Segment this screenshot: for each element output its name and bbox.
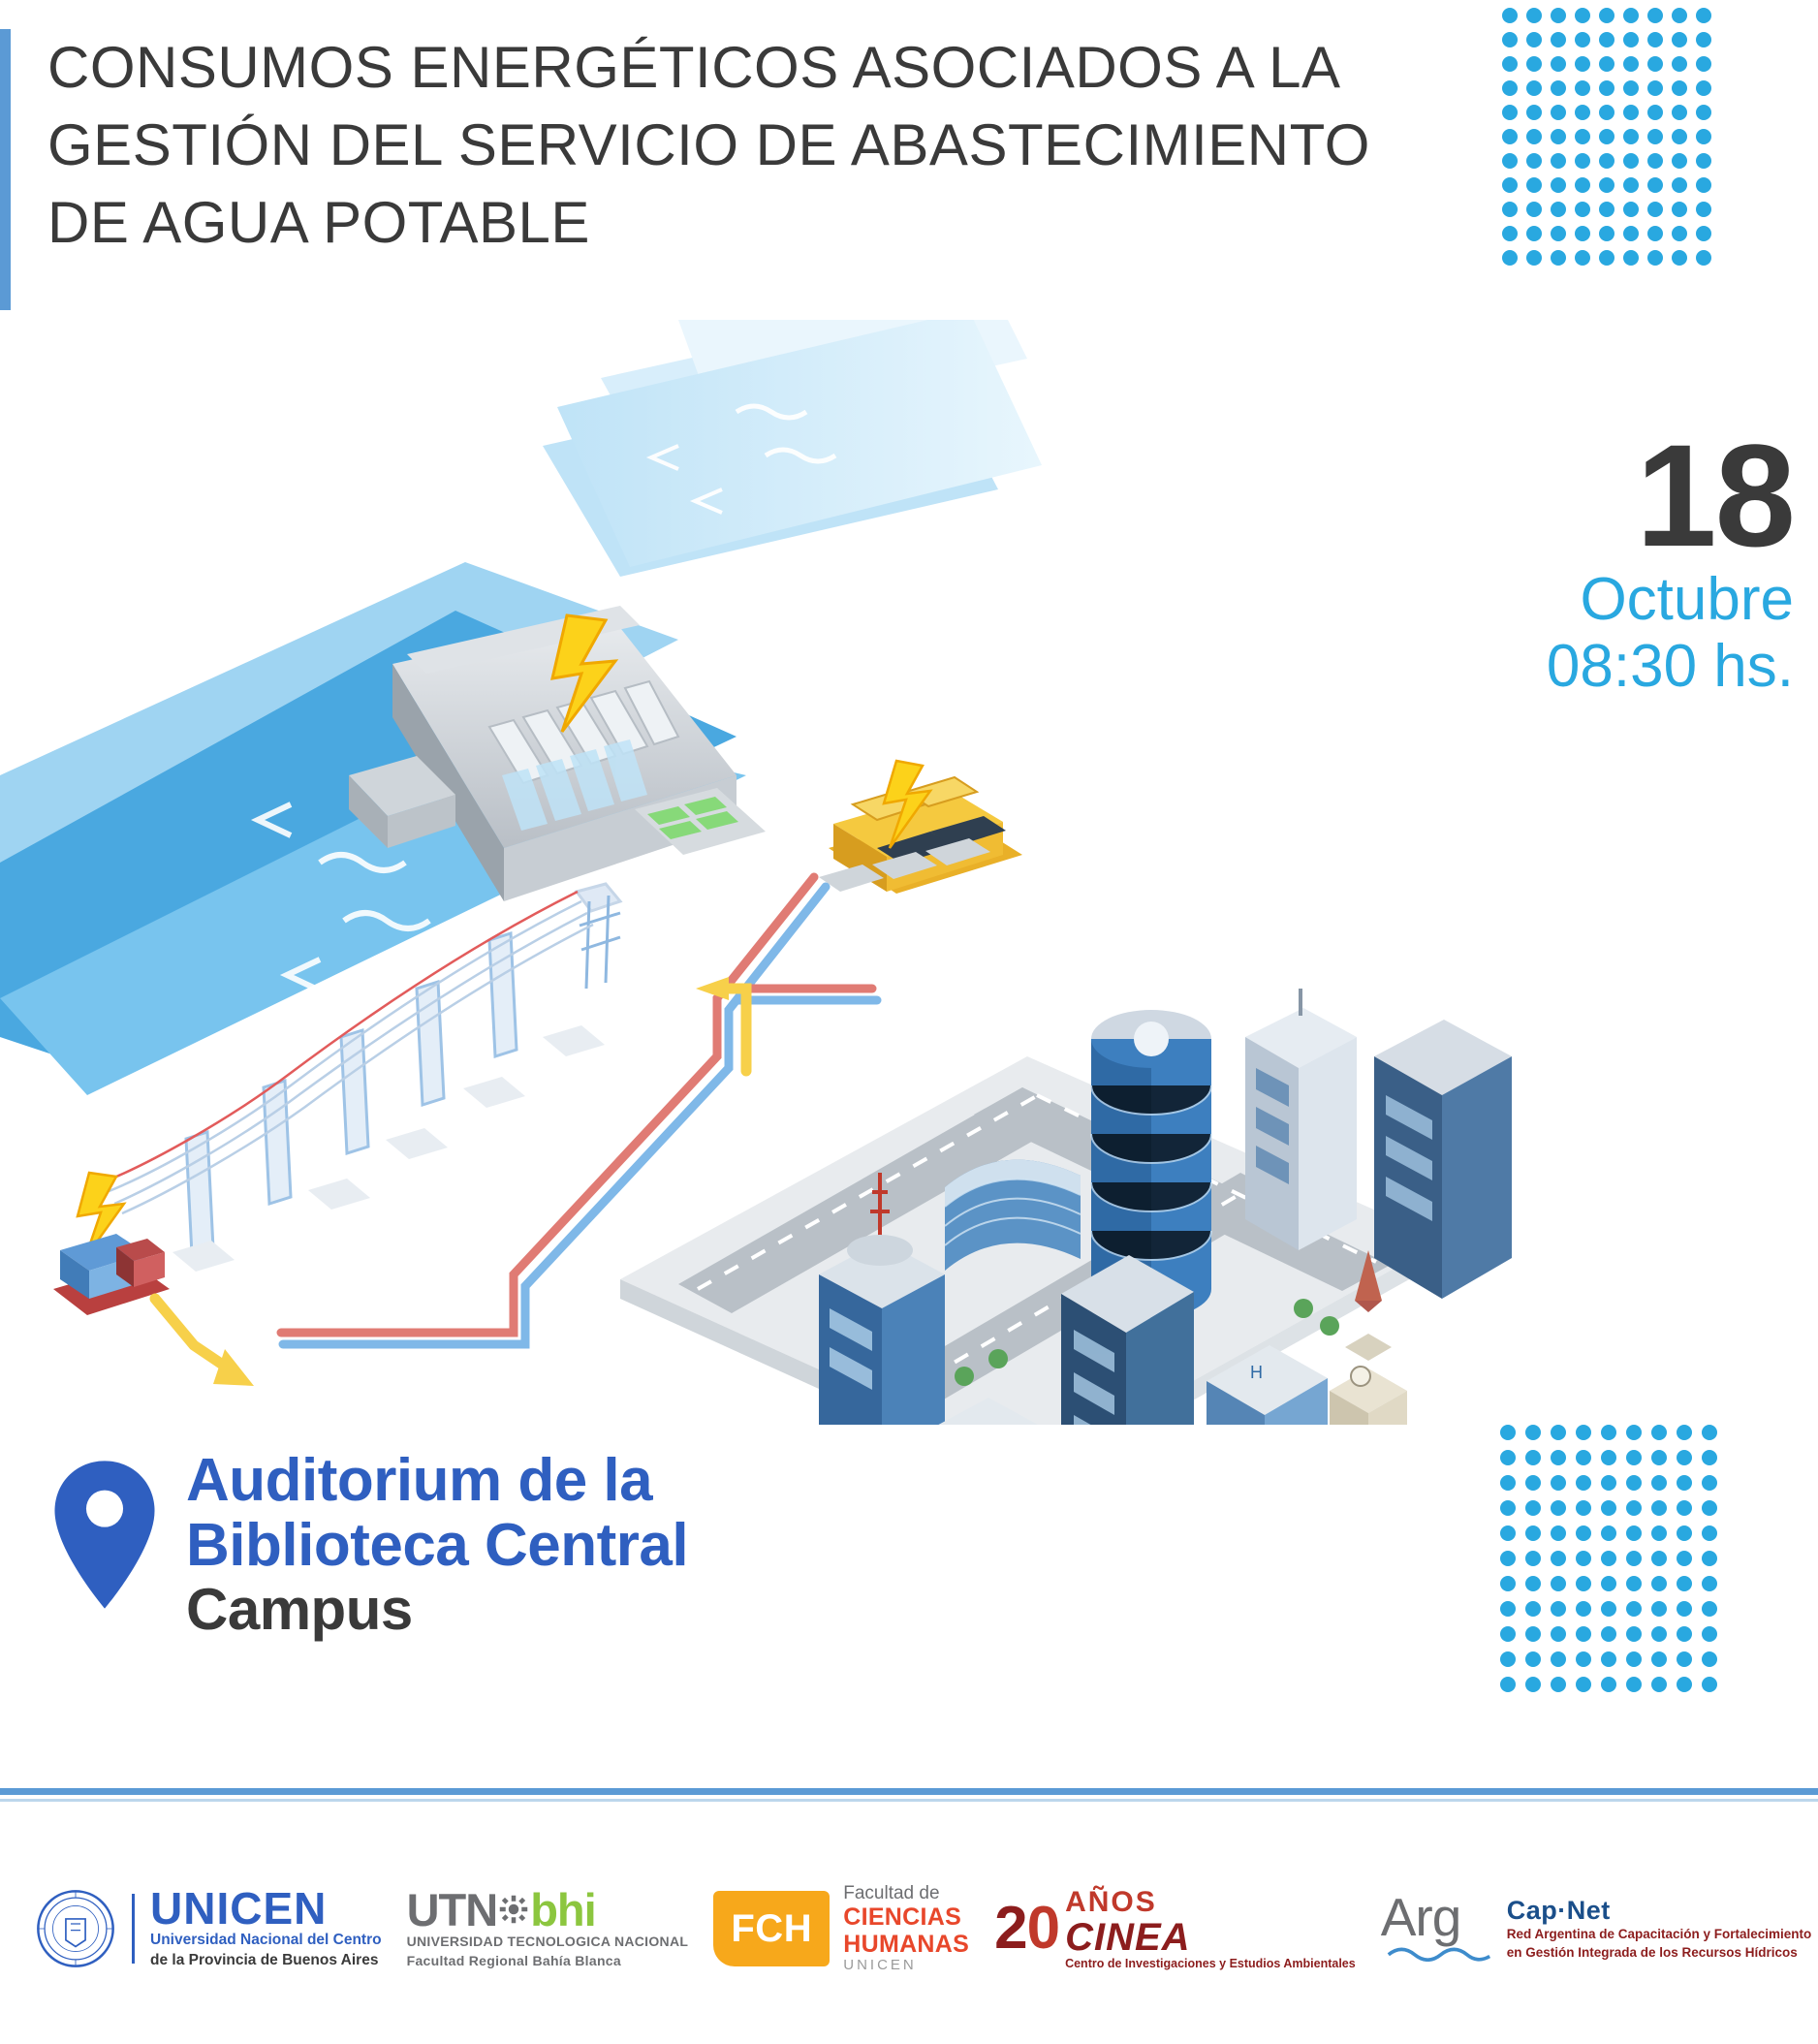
dot xyxy=(1599,226,1614,241)
title-text xyxy=(47,29,1370,261)
dot xyxy=(1599,250,1614,266)
dot xyxy=(1677,1601,1692,1617)
wave-icon xyxy=(1381,1944,1497,1962)
dot xyxy=(1677,1551,1692,1566)
dot xyxy=(1651,1651,1667,1667)
capnet-sub-2: en Gestión Integrada de los Recursos Hídricos xyxy=(1506,1944,1798,1960)
dot xyxy=(1575,202,1590,217)
dot xyxy=(1502,80,1518,96)
dot xyxy=(1551,1525,1566,1541)
dot xyxy=(1702,1450,1717,1465)
dot xyxy=(1502,8,1518,23)
dot xyxy=(1623,105,1639,120)
dot xyxy=(1526,129,1542,144)
title-line-2: GESTIÓN DEL SERVICIO DE ABASTECIMIENTO xyxy=(47,111,1370,177)
dot xyxy=(1626,1601,1642,1617)
dot xyxy=(1500,1551,1516,1566)
dot xyxy=(1551,129,1566,144)
event-month: Octubre xyxy=(1580,565,1794,633)
dot xyxy=(1623,153,1639,169)
dot xyxy=(1647,129,1663,144)
dot xyxy=(1525,1475,1541,1491)
dot xyxy=(1551,153,1566,169)
dot xyxy=(1696,153,1711,169)
dot xyxy=(1500,1576,1516,1591)
dot xyxy=(1575,177,1590,193)
fch-line-2: CIENCIAS xyxy=(843,1903,962,1932)
location-line-1: Auditorium de la xyxy=(186,1447,653,1514)
dot xyxy=(1526,56,1542,72)
dot xyxy=(1575,250,1590,266)
fch-abbr: FCH xyxy=(713,1891,830,1966)
dot xyxy=(1526,226,1542,241)
dot xyxy=(1672,80,1687,96)
dot xyxy=(1702,1677,1717,1692)
dot xyxy=(1677,1626,1692,1642)
map-pin-icon xyxy=(50,1459,159,1616)
dot xyxy=(1551,226,1566,241)
dot xyxy=(1626,1475,1642,1491)
cinea-anos: AÑOS xyxy=(1065,1885,1157,1918)
dot-pattern-top xyxy=(1502,8,1720,274)
dot xyxy=(1651,1475,1667,1491)
dot xyxy=(1500,1475,1516,1491)
dot xyxy=(1576,1677,1591,1692)
capnet-name: Cap·Net xyxy=(1506,1896,1611,1926)
dot xyxy=(1502,32,1518,47)
dot xyxy=(1502,56,1518,72)
dot xyxy=(1525,1450,1541,1465)
dot xyxy=(1525,1651,1541,1667)
dot xyxy=(1576,1651,1591,1667)
dot xyxy=(1525,1525,1541,1541)
dot xyxy=(1623,129,1639,144)
dot xyxy=(1551,1551,1566,1566)
dot xyxy=(1672,56,1687,72)
dot xyxy=(1651,1525,1667,1541)
dot xyxy=(1500,1525,1516,1541)
dot xyxy=(1696,250,1711,266)
dot xyxy=(1601,1677,1616,1692)
dot xyxy=(1677,1425,1692,1440)
dot xyxy=(1525,1551,1541,1566)
dot xyxy=(1575,153,1590,169)
dot xyxy=(1647,105,1663,120)
dot xyxy=(1677,1500,1692,1516)
dot xyxy=(1502,153,1518,169)
logo-fch xyxy=(713,1883,969,1974)
transmission-towers xyxy=(577,884,620,989)
dot xyxy=(1599,56,1614,72)
dot xyxy=(1651,1576,1667,1591)
dot xyxy=(1526,177,1542,193)
dot xyxy=(1526,105,1542,120)
unicen-sub-2: de la Provincia de Buenos Aires xyxy=(150,1952,379,1968)
event-location xyxy=(50,1449,688,1642)
dot xyxy=(1647,177,1663,193)
dot xyxy=(1702,1500,1717,1516)
dot xyxy=(1500,1677,1516,1692)
dot xyxy=(1525,1626,1541,1642)
dot xyxy=(1601,1626,1616,1642)
dot xyxy=(1623,250,1639,266)
dot xyxy=(1626,1576,1642,1591)
dot xyxy=(1672,250,1687,266)
dot xyxy=(1576,1626,1591,1642)
dot xyxy=(1651,1450,1667,1465)
dot xyxy=(1696,32,1711,47)
dot xyxy=(1551,1475,1566,1491)
dot xyxy=(1677,1450,1692,1465)
dot xyxy=(1651,1677,1667,1692)
dot xyxy=(1599,177,1614,193)
dot xyxy=(1647,80,1663,96)
dot xyxy=(1500,1425,1516,1440)
dot xyxy=(1696,80,1711,96)
fch-line-1: Facultad de xyxy=(843,1882,940,1903)
dot xyxy=(1677,1525,1692,1541)
dot xyxy=(1702,1525,1717,1541)
tower-bases xyxy=(172,1025,605,1272)
dot xyxy=(1500,1651,1516,1667)
unicen-seal-icon xyxy=(35,1888,116,1969)
dot xyxy=(1599,129,1614,144)
dot xyxy=(1576,1551,1591,1566)
arg-name: Arg xyxy=(1380,1887,1461,1947)
dot xyxy=(1576,1601,1591,1617)
dot xyxy=(1526,153,1542,169)
dot xyxy=(1551,32,1566,47)
page-title xyxy=(0,29,1492,310)
dot xyxy=(1500,1450,1516,1465)
dot xyxy=(1672,129,1687,144)
dot xyxy=(1502,250,1518,266)
cinea-num-2: 2 xyxy=(994,1895,1027,1962)
dot xyxy=(1626,1551,1642,1566)
dot xyxy=(1702,1425,1717,1440)
dot xyxy=(1575,105,1590,120)
dot xyxy=(1576,1450,1591,1465)
dot xyxy=(1576,1475,1591,1491)
footer-divider-light xyxy=(0,1799,1818,1802)
dot xyxy=(1551,1601,1566,1617)
dot xyxy=(1551,1425,1566,1440)
title-line-1: CONSUMOS ENERGÉTICOS ASOCIADOS A LA xyxy=(47,35,1341,100)
dot xyxy=(1626,1500,1642,1516)
dot xyxy=(1626,1677,1642,1692)
illustration xyxy=(0,320,1512,1425)
cinea-name: CINEA xyxy=(1065,1916,1191,1960)
utn-sub-2: Facultad Regional Bahía Blanca xyxy=(406,1952,621,1968)
dot xyxy=(1623,202,1639,217)
dot xyxy=(1551,1450,1566,1465)
dot xyxy=(1575,32,1590,47)
dot xyxy=(1702,1475,1717,1491)
dot xyxy=(1551,202,1566,217)
dot xyxy=(1575,8,1590,23)
dot xyxy=(1502,202,1518,217)
dot xyxy=(1551,1576,1566,1591)
dot xyxy=(1551,1677,1566,1692)
dot xyxy=(1551,1651,1566,1667)
dot xyxy=(1651,1425,1667,1440)
dot xyxy=(1599,105,1614,120)
dot xyxy=(1696,105,1711,120)
dot xyxy=(1576,1576,1591,1591)
dot xyxy=(1575,129,1590,144)
dot xyxy=(1576,1425,1591,1440)
dot xyxy=(1500,1626,1516,1642)
dot xyxy=(1626,1450,1642,1465)
dot xyxy=(1623,8,1639,23)
footer-divider xyxy=(0,1788,1818,1795)
dot xyxy=(1601,1551,1616,1566)
dot xyxy=(1647,8,1663,23)
dot xyxy=(1626,1651,1642,1667)
dot xyxy=(1677,1651,1692,1667)
dot xyxy=(1526,8,1542,23)
dot xyxy=(1677,1576,1692,1591)
dot xyxy=(1526,202,1542,217)
dot xyxy=(1551,80,1566,96)
fch-line-3: HUMANAS xyxy=(843,1931,970,1959)
dot xyxy=(1551,105,1566,120)
dot xyxy=(1525,1425,1541,1440)
dot xyxy=(1551,1626,1566,1642)
utn-sub-1: UNIVERSIDAD TECNOLOGICA NACIONAL xyxy=(406,1933,689,1949)
title-accent-bar xyxy=(0,29,11,310)
dot xyxy=(1672,202,1687,217)
dot xyxy=(1551,8,1566,23)
dot xyxy=(1696,56,1711,72)
logo-utn-bhi xyxy=(406,1883,689,1970)
dot xyxy=(1599,32,1614,47)
dot xyxy=(1702,1626,1717,1642)
dot xyxy=(1702,1601,1717,1617)
dot xyxy=(1502,177,1518,193)
dot xyxy=(1702,1651,1717,1667)
dot xyxy=(1623,80,1639,96)
fch-line-4: UNICEN xyxy=(843,1957,917,1974)
dot xyxy=(1677,1475,1692,1491)
dot xyxy=(1575,226,1590,241)
unicen-sub-1: Universidad Nacional del Centro xyxy=(150,1932,382,1949)
event-day: 18 xyxy=(1636,414,1794,577)
bhi-name: bhi xyxy=(530,1883,596,1935)
dot xyxy=(1626,1626,1642,1642)
cinea-num-0: 0 xyxy=(1026,1895,1060,1962)
dot-pattern-bottom xyxy=(1500,1425,1727,1702)
gear-icon xyxy=(499,1895,528,1924)
dot xyxy=(1601,1450,1616,1465)
svg-text:H: H xyxy=(1250,1363,1263,1382)
title-line-3: DE AGUA POTABLE xyxy=(47,189,590,255)
dot xyxy=(1647,202,1663,217)
dot xyxy=(1672,105,1687,120)
unicen-divider xyxy=(132,1894,135,1964)
dot xyxy=(1696,202,1711,217)
dot xyxy=(1672,8,1687,23)
location-line-2: Biblioteca Central xyxy=(186,1511,689,1579)
dot xyxy=(1576,1500,1591,1516)
dot xyxy=(1575,56,1590,72)
dot xyxy=(1651,1551,1667,1566)
dot xyxy=(1601,1601,1616,1617)
unicen-name: UNICEN xyxy=(150,1883,328,1934)
dot xyxy=(1623,56,1639,72)
dot xyxy=(1651,1500,1667,1516)
dot xyxy=(1526,32,1542,47)
dot xyxy=(1500,1500,1516,1516)
dot xyxy=(1500,1601,1516,1617)
dot xyxy=(1576,1525,1591,1541)
dot xyxy=(1677,1677,1692,1692)
dot xyxy=(1601,1425,1616,1440)
dot xyxy=(1626,1525,1642,1541)
dot xyxy=(1702,1576,1717,1591)
dot xyxy=(1672,32,1687,47)
dot xyxy=(1696,226,1711,241)
dot xyxy=(1525,1500,1541,1516)
dot xyxy=(1696,177,1711,193)
dot xyxy=(1651,1601,1667,1617)
flow-arrow-yellow-2 xyxy=(155,1299,254,1386)
dot xyxy=(1525,1601,1541,1617)
dot xyxy=(1575,80,1590,96)
dot xyxy=(1599,8,1614,23)
dot xyxy=(1623,32,1639,47)
cinea-sub: Centro de Investigaciones y Estudios Ambientales xyxy=(1065,1957,1356,1971)
logo-cinea xyxy=(994,1887,1356,1971)
dot xyxy=(1623,226,1639,241)
dot xyxy=(1696,8,1711,23)
dot xyxy=(1551,177,1566,193)
dot xyxy=(1551,56,1566,72)
utn-name: UTN xyxy=(406,1883,498,1935)
dot xyxy=(1601,1651,1616,1667)
dot xyxy=(1526,80,1542,96)
dot xyxy=(1601,1525,1616,1541)
dot xyxy=(1626,1425,1642,1440)
dot xyxy=(1526,250,1542,266)
dot xyxy=(1502,105,1518,120)
dot xyxy=(1599,80,1614,96)
dot xyxy=(1672,153,1687,169)
dot xyxy=(1601,1475,1616,1491)
dot xyxy=(1599,202,1614,217)
dot xyxy=(1647,56,1663,72)
dot xyxy=(1702,1551,1717,1566)
capnet-sub-1: Red Argentina de Capacitación y Fortalecimiento xyxy=(1506,1927,1812,1942)
dot xyxy=(1601,1576,1616,1591)
dot xyxy=(1647,32,1663,47)
dot xyxy=(1672,226,1687,241)
dot xyxy=(1696,129,1711,144)
dot xyxy=(1551,1500,1566,1516)
dot xyxy=(1502,226,1518,241)
dot xyxy=(1647,153,1663,169)
dot xyxy=(1599,153,1614,169)
event-time: 08:30 hs. xyxy=(1546,632,1794,700)
dot xyxy=(1525,1576,1541,1591)
dot xyxy=(1525,1677,1541,1692)
dot xyxy=(1551,250,1566,266)
logo-arg-capnet xyxy=(1380,1887,1812,1966)
dot xyxy=(1647,250,1663,266)
sponsor-logos xyxy=(0,1832,1818,2026)
dot xyxy=(1601,1500,1616,1516)
dot xyxy=(1647,226,1663,241)
dot xyxy=(1651,1626,1667,1642)
location-line-3: Campus xyxy=(186,1576,413,1642)
dot xyxy=(1672,177,1687,193)
dot xyxy=(1502,129,1518,144)
dot xyxy=(1623,177,1639,193)
logo-unicen xyxy=(35,1883,382,1971)
